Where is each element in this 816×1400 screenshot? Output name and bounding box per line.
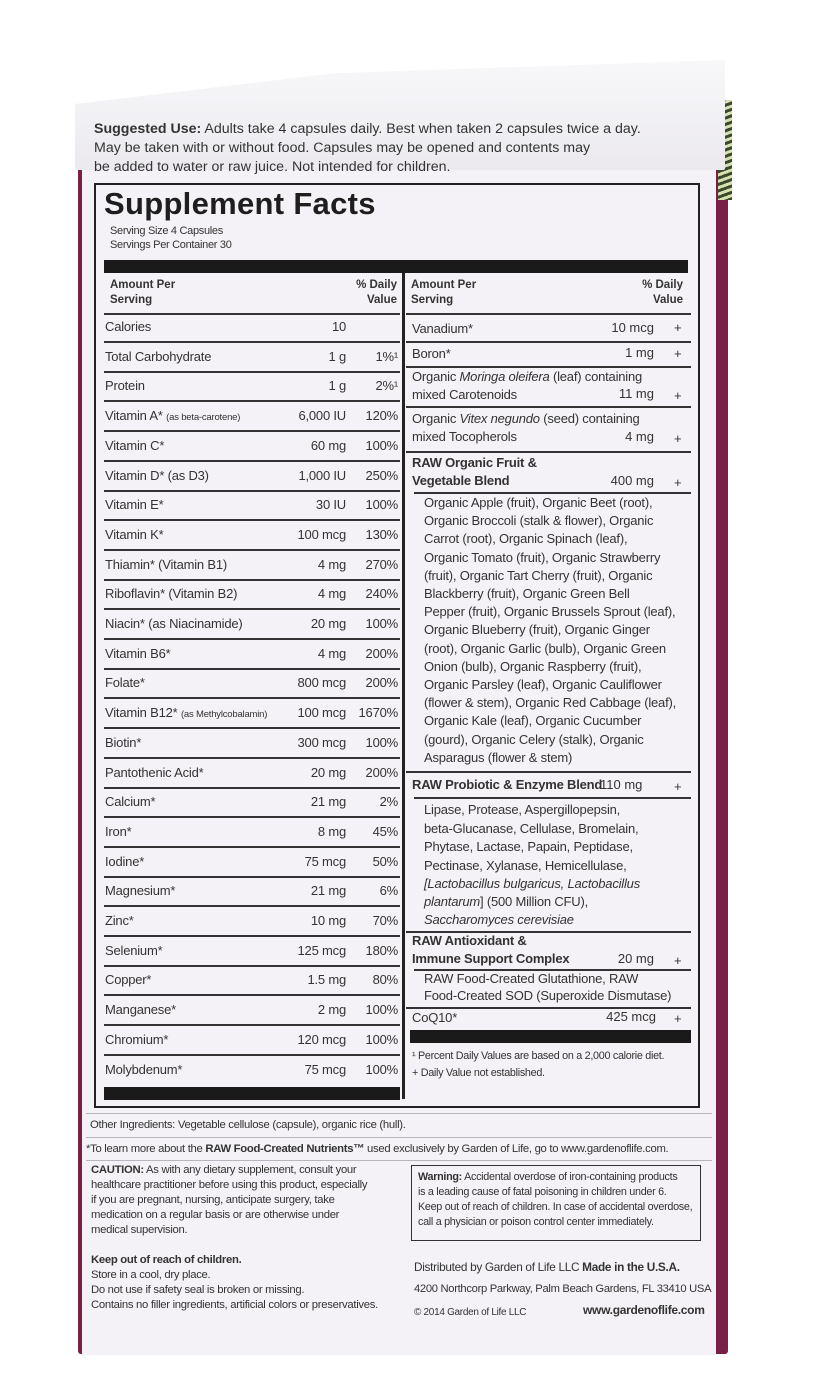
probiotic-blend-line: Lipase, Protease, Aspergillopepsin, [424, 802, 621, 817]
divider [86, 1137, 712, 1138]
row-rule [414, 797, 691, 799]
nutrient-name [105, 319, 151, 334]
nutrient-name-text: Niacin* (as Niacinamide) [105, 616, 243, 631]
fruit-blend-dv: + [674, 475, 682, 490]
probiotic-latin: plantarum [424, 894, 481, 909]
probiotic-blend-amount: 110 mg [600, 777, 643, 792]
row-rule [104, 994, 400, 996]
vitex-amount: 4 mg [625, 429, 654, 444]
warning-text: is a leading cause of fatal poisoning in children under 6. [418, 1186, 667, 1198]
row-rule [104, 579, 400, 581]
row-rule [104, 430, 400, 432]
nutrient-dv: 100% [365, 1002, 398, 1017]
fruit-blend-line: Asparagus (flower & stem) [424, 749, 573, 765]
facts-bottom-bar-left [104, 1087, 400, 1100]
vitex-line1 [412, 410, 640, 428]
storage-text: Store in a cool, dry place. [91, 1269, 211, 1281]
row-rule [104, 460, 400, 462]
fruit-blend-line: Organic Parsley (leaf), Organic Cauliflower [424, 677, 662, 692]
antioxidant-title: RAW Antioxidant & [412, 933, 527, 948]
header-rule [104, 313, 400, 315]
dv-footnote: ¹ Percent Daily Values are based on a 2,000 calorie diet. [412, 1050, 665, 1062]
nutrient-name-text: Vitamin E* [105, 497, 164, 512]
nutrient-name [105, 646, 171, 661]
probiotic-blend-line: beta-Glucanase, Cellulase, Bromelain, [424, 820, 639, 836]
fruit-blend-line: Organic Tomato (fruit), Organic Strawberry [424, 549, 661, 565]
nutrient-name-text: Manganese* [105, 1002, 176, 1017]
facts-bottom-bar-right [410, 1030, 691, 1043]
boron-dv: + [674, 346, 682, 361]
nutrient-dv: 2%¹ [375, 378, 398, 393]
probiotic-latin: [Lactobacillus bulgaricus, Lactobacillus [424, 876, 641, 891]
serving-size: Serving Size 4 Capsules [110, 225, 223, 237]
nutrient-dv: 100% [365, 497, 398, 512]
nutrient-dv: 200% [365, 646, 398, 661]
nutrient-amount: 300 mcg [297, 735, 346, 750]
serving-info [110, 224, 232, 252]
nutrient-name [105, 468, 209, 483]
probiotic-blend-title: RAW Probiotic & Enzyme Blend [412, 777, 603, 792]
nutrient-name [105, 616, 243, 631]
row-rule [104, 549, 400, 551]
row-rule [104, 1024, 400, 1026]
nutrient-amount: 120 mcg [297, 1032, 346, 1047]
suggested-use-line: May be taken with or without food. Capsules may be opened and contents may [94, 140, 591, 156]
coq10-amount: 425 mcg [606, 1009, 656, 1024]
nutrient-name [105, 972, 151, 987]
address: 4200 Northcorp Parkway, Palm Beach Gardens, FL 33410 USA [414, 1283, 712, 1295]
nutrient-amount: 4 mg [317, 586, 346, 601]
nutrient-name-text: Vitamin A* [105, 408, 163, 423]
keep-out-heading: Keep out of reach of children. [91, 1254, 242, 1266]
warning-label: Warning: [418, 1171, 462, 1183]
nutrient-dv: 120% [365, 408, 398, 423]
nutrient-dv: 250% [365, 468, 398, 483]
left-dv-header [352, 278, 397, 308]
coq10-dv: + [674, 1011, 682, 1026]
nutrient-name-text: Copper* [105, 972, 152, 987]
storage-text: Do not use if safety seal is broken or missing. [91, 1284, 305, 1296]
nutrient-amount: 20 mg [310, 616, 346, 631]
nutrient-name [105, 854, 144, 869]
nutrient-name-text: Vitamin K* [105, 527, 164, 542]
nutrient-dv: 80% [372, 972, 398, 987]
nutrient-amount: 30 IU [315, 497, 346, 512]
row-rule [406, 341, 691, 343]
warning-text: call a physician or poison control center immediately. [418, 1216, 654, 1228]
fruit-blend-line: Carrot (root), Organic Spinach (leaf), [424, 531, 628, 547]
caution-text: if you are pregnant, nursing, anticipate surgery, take [91, 1194, 335, 1206]
nutrient-name [105, 883, 175, 898]
nutrient-amount: 1.5 mg [307, 972, 346, 987]
caution-text: healthcare practitioner before using this product, especially [91, 1179, 368, 1191]
fruit-blend-line: (root), Organic Garlic (bulb), Organic Green [424, 640, 666, 656]
nutrient-amount: 6,000 IU [298, 408, 346, 423]
nutrient-name [105, 913, 134, 928]
nutrient-amount: 75 mcg [304, 854, 346, 869]
header-text: % Daily [356, 279, 397, 291]
row-rule [104, 668, 400, 670]
nutrient-dv: 100% [365, 735, 398, 750]
nutrient-name-text: Biotin* [105, 735, 142, 750]
nutrient-dv: 1%¹ [375, 349, 398, 364]
fruit-blend-line: (flower & stem), Organic Red Cabbage (leaf), [424, 695, 677, 711]
learn-more-brand: RAW Food-Created Nutrients™ [205, 1143, 365, 1155]
nutrient-name-text: Vitamin C* [105, 438, 165, 453]
vitex-dv: + [674, 431, 682, 446]
nutrient-dv: 270% [365, 557, 398, 572]
copyright: © 2014 Garden of Life LLC [414, 1307, 527, 1318]
column-divider [402, 273, 405, 1099]
probiotic-cfu-line [424, 893, 699, 911]
moringa-dv: + [674, 388, 682, 403]
nutrient-name-text: Protein [105, 378, 145, 393]
moringa-amount: 11 mg [618, 386, 654, 401]
nutrient-amount: 21 mg [310, 794, 346, 809]
nutrient-dv: 50% [372, 854, 398, 869]
nutrient-name [105, 557, 227, 572]
fruit-blend-line: Organic Kale (leaf), Organic Cucumber [424, 713, 642, 729]
nutrient-amount: 10 mg [310, 913, 346, 928]
storage-block [91, 1253, 378, 1313]
vitex-latin: Vitex negundo [459, 411, 540, 426]
nutrient-name [105, 586, 237, 601]
row-rule [104, 697, 400, 699]
nutrient-dv: 100% [365, 616, 398, 631]
nutrient-name-text: Iodine* [105, 854, 145, 869]
boron-amount: 1 mg [625, 345, 654, 360]
nutrient-name-text: Calcium* [105, 794, 156, 809]
nutrient-dv: 180% [365, 943, 398, 958]
nutrient-amount: 125 mcg [297, 943, 346, 958]
nutrient-amount: 1,000 IU [298, 468, 346, 483]
row-rule [104, 341, 400, 343]
row-rule [104, 965, 400, 967]
row-rule [406, 406, 691, 408]
caution-text: medication on a regular basis or are otherwise under [91, 1209, 340, 1221]
row-rule [104, 371, 400, 373]
divider [86, 1113, 712, 1114]
row-rule [104, 935, 400, 937]
nutrient-name-text: Iron* [105, 824, 132, 839]
nutrient-dv: 200% [365, 765, 398, 780]
dv-footnote: + Daily Value not established. [412, 1067, 545, 1079]
warning-text: Keep out of reach of children. In case of accidental overdose, [418, 1201, 693, 1213]
learn-more [86, 1142, 668, 1157]
nutrient-amount: 100 mcg [297, 705, 346, 720]
supplement-facts-title: Supplement Facts [104, 186, 376, 221]
boron-name: Boron* [412, 346, 451, 361]
caution-text: As with any dietary supplement, consult your [143, 1164, 357, 1176]
nutrient-name-text: Thiamin* (Vitamin B1) [105, 557, 227, 572]
header-text: % Daily [642, 279, 683, 291]
made-in-usa: Made in the U.S.A. [582, 1260, 680, 1274]
nutrient-amount: 1 g [328, 378, 346, 393]
fruit-blend-amount: 400 mg [610, 473, 654, 488]
nutrient-name [105, 824, 131, 839]
caution-block [91, 1163, 367, 1238]
moringa-line1 [412, 368, 642, 386]
row-rule [104, 816, 400, 818]
antioxidant-title: Immune Support Complex [412, 951, 570, 966]
nutrient-name-text: Chromium* [105, 1032, 169, 1047]
nutrient-dv: 200% [365, 675, 398, 690]
vanadium-name: Vanadium* [412, 321, 473, 336]
header-text: Value [366, 294, 397, 306]
left-amount-header [110, 278, 175, 308]
vanadium-dv: + [674, 320, 682, 335]
fruit-blend-line: (fruit), Organic Tart Cherry (fruit), Organic [424, 567, 653, 583]
row-rule [104, 905, 400, 907]
learn-more-text: used exclusively by Garden of Life, go to www.gardenoflife.com. [364, 1143, 669, 1155]
header-text: Amount Per [110, 279, 176, 291]
row-rule [104, 876, 400, 878]
nutrient-dv: 2% [379, 794, 398, 809]
probiotic-blend-line: Phytase, Lactase, Papain, Peptidase, [424, 839, 633, 854]
nutrient-name-text: Selenium* [105, 943, 163, 958]
learn-more-text: *To learn more about the [86, 1143, 206, 1155]
suggested-use-line: be added to water or raw juice. Not intended for children. [94, 159, 451, 175]
row-rule [104, 727, 400, 729]
nutrient-amount: 10 [331, 319, 346, 334]
warning-text: Accidental overdose of iron-containing products [461, 1171, 678, 1183]
distributor [414, 1260, 680, 1275]
nutrient-name [105, 1032, 168, 1047]
header-text: Value [652, 294, 683, 306]
probiotic-italic-line [424, 875, 699, 893]
nutrient-dv: 100% [365, 1032, 398, 1047]
fruit-blend-line: Blackberry (fruit), Organic Green Bell [424, 586, 630, 601]
nutrient-name [105, 675, 145, 690]
header-text: Serving [411, 294, 454, 306]
nutrient-name [105, 438, 164, 453]
right-amount-header [411, 278, 476, 308]
caution-text: medical supervision. [91, 1224, 188, 1236]
nutrient-amount: 60 mg [310, 438, 346, 453]
row-rule [104, 638, 400, 640]
nutrient-dv: 70% [372, 913, 398, 928]
vanadium-amount: 10 mcg [611, 320, 654, 335]
nutrient-name-text: Vitamin D* (as D3) [105, 468, 209, 483]
nutrient-name [105, 1002, 176, 1017]
nutrient-amount: 21 mg [310, 883, 346, 898]
nutrient-name-text: Calories [105, 319, 152, 334]
nutrient-name-text: Magnesium* [105, 883, 176, 898]
row-rule [406, 451, 691, 453]
antioxidant-ingredients: RAW Food-Created Glutathione, RAW [424, 971, 639, 986]
nutrient-amount: 4 mg [317, 557, 346, 572]
nutrient-dv: 240% [365, 586, 398, 601]
moringa-latin: Moringa oleifera [459, 369, 550, 384]
fruit-blend-line: Organic Apple (fruit), Organic Beet (root), [424, 495, 653, 510]
nutrient-name-text: Zinc* [105, 913, 134, 928]
nutrient-name-text: Folate* [105, 675, 145, 690]
nutrient-note: (as beta-carotene) [166, 412, 241, 423]
fruit-blend-line: Organic Broccoli (stalk & flower), Organic [424, 513, 654, 529]
fruit-blend-line: (gourd), Organic Celery (stalk), Organic [424, 731, 644, 747]
nutrient-dv: 6% [379, 883, 398, 898]
vitex-text: (seed) containing [539, 411, 640, 426]
suggested-use-line: Adults take 4 capsules daily. Best when taken 2 capsules twice a day. [204, 121, 641, 137]
nutrient-name-text: Vitamin B12* [105, 705, 178, 720]
nutrient-amount: 75 mcg [304, 1062, 346, 1077]
nutrient-amount: 800 mcg [297, 675, 346, 690]
vitex-text: Organic [412, 411, 460, 426]
header-text: Serving [110, 294, 153, 306]
row-rule [104, 519, 400, 521]
nutrient-amount: 20 mg [310, 765, 346, 780]
other-ingredients: Other Ingredients: Vegetable cellulose (capsule), organic rice (hull). [90, 1119, 406, 1131]
nutrient-amount: 1 g [328, 349, 346, 364]
row-rule [104, 608, 400, 610]
nutrient-name-text: Total Carbohydrate [105, 349, 212, 364]
nutrient-amount: 100 mcg [297, 527, 346, 542]
nutrient-name [105, 943, 162, 958]
moringa-text: Organic [412, 369, 460, 384]
row-rule [104, 1054, 400, 1056]
nutrient-dv: 45% [372, 824, 398, 839]
coq10-name: CoQ10* [412, 1010, 458, 1025]
nutrient-name [105, 735, 141, 750]
iron-warning [418, 1170, 692, 1230]
nutrient-name-text: Vitamin B6* [105, 646, 171, 661]
facts-top-bar [104, 260, 688, 273]
row-rule [104, 400, 400, 402]
fruit-blend-title: Vegetable Blend [412, 473, 510, 488]
nutrient-name-text: Riboflavin* (Vitamin B2) [105, 586, 238, 601]
probiotic-blend-dv: + [674, 779, 682, 794]
probiotic-blend-line: Pectinase, Xylanase, Hemicellulase, [424, 857, 627, 873]
nutrient-name [105, 705, 267, 720]
nutrient-name [105, 497, 163, 512]
nutrient-amount: 4 mg [317, 646, 346, 661]
nutrient-name [105, 378, 145, 393]
nutrient-amount: 2 mg [317, 1002, 346, 1017]
suggested-use [94, 120, 694, 177]
divider [86, 1160, 712, 1161]
probiotic-cfu: ] (500 Million CFU), [480, 894, 588, 909]
nutrient-name-text: Pantothenic Acid* [105, 765, 204, 780]
fruit-blend-line: Onion (bulb), Organic Raspberry (fruit), [424, 658, 642, 674]
fruit-blend-line: Pepper (fruit), Organic Brussels Sprout (leaf), [424, 604, 676, 620]
nutrient-name [105, 527, 163, 542]
row-rule [406, 771, 691, 773]
nutrient-amount: 8 mg [317, 824, 346, 839]
storage-text: Contains no filler ingredients, artificial colors or preservatives. [91, 1299, 378, 1311]
nutrient-name [105, 1062, 182, 1077]
header-rule [406, 313, 691, 315]
moringa-text: (leaf) containing [549, 369, 643, 384]
fruit-blend-title: RAW Organic Fruit & [412, 455, 537, 470]
nutrient-name [105, 349, 211, 364]
nutrient-dv: 100% [365, 1062, 398, 1077]
nutrient-note: (as Methylcobalamin) [180, 709, 268, 720]
nutrient-dv: 100% [365, 438, 398, 453]
nutrient-name [105, 765, 204, 780]
website: www.gardenoflife.com [583, 1303, 705, 1317]
antioxidant-dv: + [674, 953, 682, 968]
antioxidant-amount: 20 mg [617, 951, 654, 966]
vitex-line2: mixed Tocopherols [412, 429, 517, 444]
antioxidant-ingredients: Food-Created SOD (Superoxide Dismutase) [424, 988, 672, 1003]
nutrient-dv: 130% [365, 527, 398, 542]
row-rule [104, 846, 400, 848]
moringa-line2: mixed Carotenoids [412, 387, 517, 402]
probiotic-latin: Saccharomyces cerevisiae [424, 912, 574, 927]
fruit-blend-line: Organic Blueberry (fruit), Organic Ginger [424, 622, 650, 638]
header-text: Amount Per [411, 279, 477, 291]
row-rule [104, 757, 400, 759]
nutrient-name [105, 794, 155, 809]
nutrient-name [105, 408, 240, 423]
row-rule [104, 787, 400, 789]
servings-per-container: Servings Per Container 30 [110, 239, 232, 251]
nutrient-dv: 1670% [358, 705, 398, 720]
caution-label: CAUTION: [91, 1164, 144, 1176]
nutrient-name-text: Molybdenum* [105, 1062, 183, 1077]
suggested-use-label: Suggested Use: [94, 121, 202, 137]
distributor-text: Distributed by Garden of Life LLC [414, 1260, 580, 1274]
right-dv-header [633, 278, 683, 308]
row-rule [104, 490, 400, 492]
